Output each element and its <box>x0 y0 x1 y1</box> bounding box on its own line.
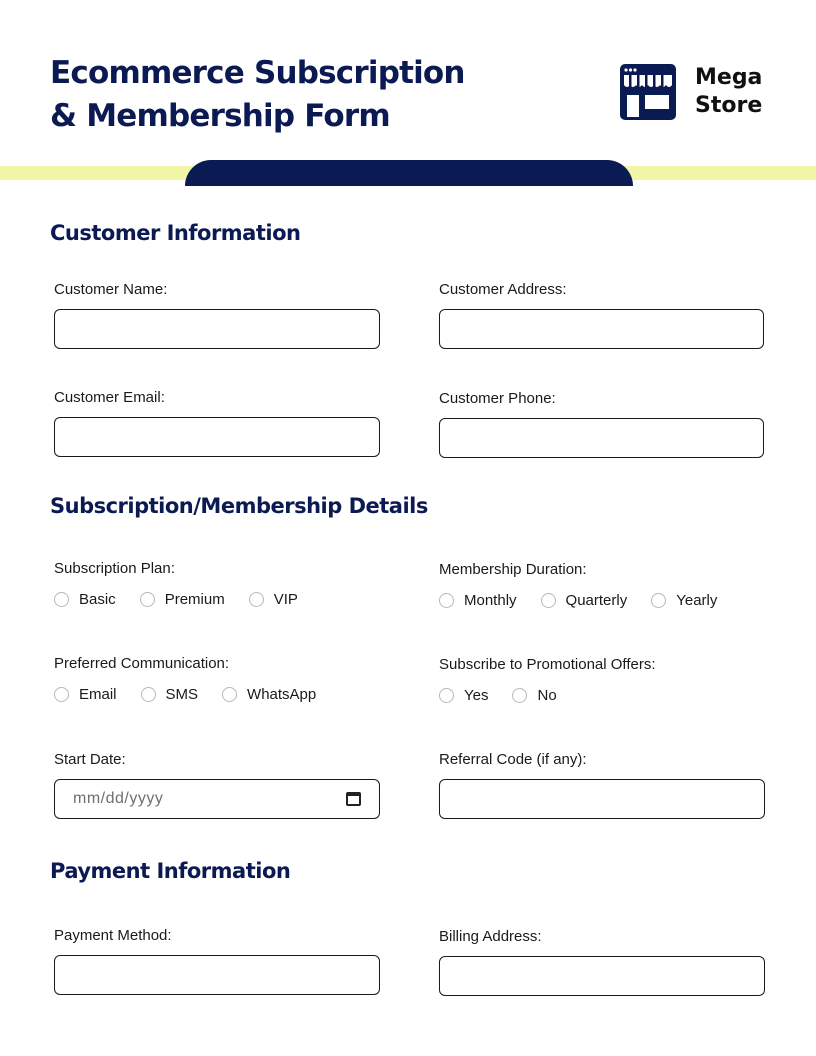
radio-label: WhatsApp <box>247 686 317 703</box>
start-date-input[interactable] <box>54 779 380 819</box>
billing-address-input[interactable] <box>439 956 765 996</box>
radio-comm-sms[interactable] <box>141 686 199 703</box>
customer-name-input[interactable] <box>54 309 380 349</box>
subscription-plan-label: Subscription Plan: <box>54 560 175 577</box>
radio-duration-yearly[interactable] <box>651 592 717 609</box>
storefront-icon <box>619 63 677 121</box>
preferred-communication-group <box>54 686 340 703</box>
customer-address-label: Customer Address: <box>439 281 567 298</box>
customer-email-input[interactable] <box>54 417 380 457</box>
radio-circle[interactable] <box>222 687 237 702</box>
radio-circle[interactable] <box>54 592 69 607</box>
start-date-label: Start Date: <box>54 751 126 768</box>
payment-method-label: Payment Method: <box>54 927 172 944</box>
radio-label: Basic <box>79 591 116 608</box>
radio-circle[interactable] <box>439 593 454 608</box>
radio-promo-yes[interactable] <box>439 687 488 704</box>
membership-duration-group <box>439 592 741 609</box>
section-title-customer: Customer Information <box>50 221 301 245</box>
radio-circle[interactable] <box>512 688 527 703</box>
radio-label: Email <box>79 686 117 703</box>
radio-label: VIP <box>273 591 298 608</box>
radio-circle[interactable] <box>140 592 155 607</box>
customer-address-input[interactable] <box>439 309 764 349</box>
customer-phone-input[interactable] <box>439 418 764 458</box>
brand-name <box>695 64 762 120</box>
radio-duration-monthly[interactable] <box>439 592 517 609</box>
billing-address-label: Billing Address: <box>439 928 542 945</box>
customer-email-label: Customer Email: <box>54 389 165 406</box>
radio-label: Yearly <box>676 592 718 609</box>
brand-name-line1: Mega <box>695 65 763 90</box>
radio-comm-email[interactable] <box>54 686 117 703</box>
payment-method-input[interactable] <box>54 955 380 995</box>
radio-circle[interactable] <box>651 593 666 608</box>
radio-promo-no[interactable] <box>512 687 556 704</box>
preferred-communication-label: Preferred Communication: <box>54 655 230 672</box>
radio-label: Yes <box>464 687 489 704</box>
radio-comm-whatsapp[interactable] <box>222 686 316 703</box>
radio-label: SMS <box>165 686 199 703</box>
radio-plan-basic[interactable] <box>54 591 116 608</box>
membership-duration-label: Membership Duration: <box>439 561 587 578</box>
radio-plan-premium[interactable] <box>140 591 225 608</box>
promotional-offers-label: Subscribe to Promotional Offers: <box>439 656 656 673</box>
customer-name-label: Customer Name: <box>54 281 168 298</box>
radio-duration-quarterly[interactable] <box>541 592 628 609</box>
decorative-tab <box>185 160 633 186</box>
radio-label: No <box>537 687 557 704</box>
section-title-payment: Payment Information <box>50 859 291 883</box>
customer-phone-label: Customer Phone: <box>439 390 556 407</box>
radio-circle[interactable] <box>141 687 156 702</box>
radio-circle[interactable] <box>541 593 556 608</box>
brand-logo <box>619 63 762 121</box>
radio-label: Monthly <box>464 592 517 609</box>
referral-code-input[interactable] <box>439 779 765 819</box>
calendar-icon[interactable] <box>346 792 361 806</box>
radio-label: Premium <box>164 591 225 608</box>
brand-name-line2: Store <box>695 93 763 118</box>
form-title-line2: & Membership Form <box>50 98 390 134</box>
radio-circle[interactable] <box>439 688 454 703</box>
form-title-line1: Ecommerce Subscription <box>50 55 465 91</box>
referral-code-label: Referral Code (if any): <box>439 751 587 768</box>
radio-circle[interactable] <box>249 592 264 607</box>
radio-plan-vip[interactable] <box>249 591 298 608</box>
radio-circle[interactable] <box>54 687 69 702</box>
promotional-offers-group <box>439 687 581 704</box>
radio-label: Quarterly <box>565 592 628 609</box>
form-title <box>50 52 465 138</box>
section-title-subscription: Subscription/Membership Details <box>50 494 428 518</box>
subscription-plan-group <box>54 591 322 608</box>
start-date-placeholder: mm/dd/yyyy <box>73 790 164 807</box>
